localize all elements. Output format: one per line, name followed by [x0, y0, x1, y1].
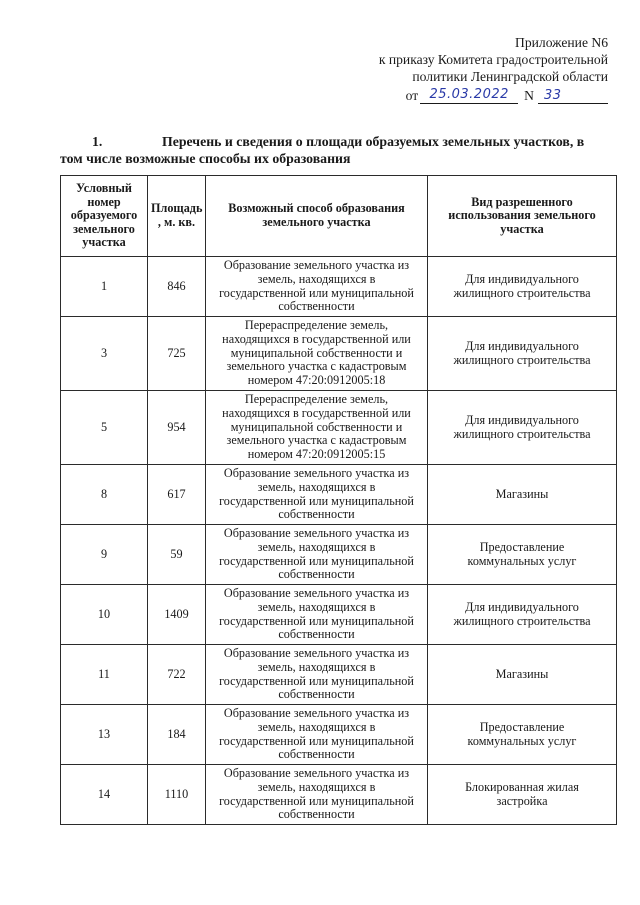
cell-area: 1110: [148, 765, 206, 825]
table-header-row: [61, 176, 617, 257]
cell-plot-number: 5: [61, 391, 148, 465]
text-line: Образование земельного участка из: [223, 585, 410, 600]
table-row: [61, 317, 617, 391]
text-line: Для индивидуального: [465, 599, 579, 614]
text-line: находящихся в государственной или: [222, 405, 411, 420]
text-line: , м. кв.: [157, 215, 196, 229]
table-row: [61, 585, 617, 645]
text-line: земель, находящихся в: [257, 539, 376, 554]
cell-area: 954: [148, 391, 206, 465]
text-line: собственности: [278, 627, 355, 642]
header-area: [148, 176, 206, 257]
cell-area: 59: [148, 525, 206, 585]
text-line: Образование земельного участка из: [223, 525, 410, 540]
cell-plot-number: 1: [61, 257, 148, 317]
order-date-handwritten: 25.03.2022: [420, 86, 518, 104]
section-title-line2: том числе возможные способы их образования: [60, 151, 351, 166]
cell-plot-number: 11: [61, 645, 148, 705]
text-line: Образование земельного участка из: [223, 465, 410, 480]
cell-area: 722: [148, 645, 206, 705]
section-heading: [60, 133, 615, 167]
text-line: земельного участка с кадастровым: [226, 359, 407, 374]
cell-formation-method: [206, 465, 428, 525]
text-line: собственности: [278, 299, 355, 314]
text-line: собственности: [278, 567, 355, 582]
section-title-line1: Перечень и сведения о площади образуемых земельных участков, в: [162, 134, 585, 149]
text-line: Условный: [76, 181, 132, 196]
text-line: жилищного строительства: [453, 352, 591, 367]
text-line: государственной или муниципальной: [219, 285, 414, 300]
cell-formation-method: [206, 765, 428, 825]
text-line: номером 47:20:0912005:15: [247, 447, 386, 462]
text-line: земель, находящихся в: [257, 271, 376, 286]
text-line: застройка: [496, 793, 548, 808]
cell-permitted-use: [428, 645, 617, 705]
cell-area: 617: [148, 465, 206, 525]
text-line: Блокированная жилая: [465, 779, 579, 794]
text-line: земель, находящихся в: [257, 599, 376, 614]
appendix-order-line: к приказу Комитета градостроительной: [378, 52, 608, 67]
table-row: [61, 465, 617, 525]
cell-plot-number: 10: [61, 585, 148, 645]
cell-formation-method: [206, 391, 428, 465]
cell-area: 184: [148, 705, 206, 765]
appendix-title: Приложение N6: [515, 35, 608, 50]
text-line: жилищного строительства: [453, 426, 591, 441]
text-line: собственности: [278, 507, 355, 522]
text-line: земельного участка: [262, 215, 371, 229]
table-row: [61, 391, 617, 465]
text-line: Вид разрешенного: [471, 194, 573, 209]
text-line: Для индивидуального: [465, 412, 579, 427]
cell-area: 725: [148, 317, 206, 391]
text-line: собственности: [278, 747, 355, 762]
cell-plot-number: 8: [61, 465, 148, 525]
header-permitted-use: [428, 176, 617, 257]
cell-plot-number: 9: [61, 525, 148, 585]
text-line: государственной или муниципальной: [219, 793, 414, 808]
appendix-header: [278, 34, 608, 104]
text-line: земельного: [73, 221, 135, 236]
text-line: образуемого: [70, 208, 138, 223]
table-row: [61, 765, 617, 825]
text-line: жилищного строительства: [453, 613, 591, 628]
text-line: земель, находящихся в: [257, 659, 376, 674]
cell-permitted-use: [428, 525, 617, 585]
cell-plot-number: 3: [61, 317, 148, 391]
text-line: государственной или муниципальной: [219, 673, 414, 688]
text-line: участка: [82, 235, 126, 250]
text-line: номер: [87, 194, 121, 209]
text-line: участка: [500, 221, 544, 236]
text-line: земель, находящихся в: [257, 479, 376, 494]
order-number-handwritten: 33: [538, 87, 608, 104]
text-line: государственной или муниципальной: [219, 733, 414, 748]
text-line: жилищного строительства: [453, 285, 591, 300]
cell-permitted-use: [428, 705, 617, 765]
order-date-line: [278, 86, 608, 104]
text-line: собственности: [278, 687, 355, 702]
cell-area: 846: [148, 257, 206, 317]
text-line: номером 47:20:0912005:18: [247, 373, 386, 388]
text-line: Перераспределение земель,: [244, 392, 389, 406]
text-line: Для индивидуального: [465, 338, 579, 353]
cell-permitted-use: [428, 317, 617, 391]
date-prefix: от: [405, 88, 419, 103]
text-line: Площадь: [151, 201, 203, 216]
cell-permitted-use: [428, 765, 617, 825]
text-line: земель, находящихся в: [257, 719, 376, 734]
text-line: коммунальных услуг: [467, 553, 577, 568]
header-formation-method: [206, 176, 428, 257]
text-line: государственной или муниципальной: [219, 613, 414, 628]
cell-plot-number: 14: [61, 765, 148, 825]
cell-formation-method: [206, 585, 428, 645]
table-row: [61, 257, 617, 317]
section-number: 1.: [92, 134, 103, 149]
text-line: государственной или муниципальной: [219, 493, 414, 508]
cell-formation-method: [206, 705, 428, 765]
text-line: государственной или муниципальной: [219, 553, 414, 568]
table-row: [61, 525, 617, 585]
cell-plot-number: 13: [61, 705, 148, 765]
text-line: муниципальной собственности и: [230, 419, 403, 434]
text-line: Возможный способ образования: [228, 201, 405, 216]
cell-permitted-use: [428, 257, 617, 317]
cell-formation-method: [206, 317, 428, 391]
text-line: Образование земельного участка из: [223, 705, 410, 720]
table-row: [61, 645, 617, 705]
text-line: земель, находящихся в: [257, 779, 376, 794]
land-plots-table: [60, 175, 617, 825]
header-plot-number: [61, 176, 148, 257]
cell-formation-method: [206, 645, 428, 705]
text-line: муниципальной собственности и: [230, 345, 403, 360]
text-line: Образование земельного участка из: [223, 765, 410, 780]
number-prefix: N: [524, 88, 534, 103]
text-line: земельного участка с кадастровым: [226, 433, 407, 448]
text-line: Образование земельного участка из: [223, 257, 410, 272]
cell-formation-method: [206, 525, 428, 585]
text-line: Предоставление: [479, 539, 565, 554]
cell-permitted-use: [428, 391, 617, 465]
text-line: Магазины: [495, 666, 549, 681]
cell-formation-method: [206, 257, 428, 317]
cell-permitted-use: [428, 465, 617, 525]
text-line: Образование земельного участка из: [223, 645, 410, 660]
cell-permitted-use: [428, 585, 617, 645]
cell-area: 1409: [148, 585, 206, 645]
text-line: коммунальных услуг: [467, 733, 577, 748]
text-line: Перераспределение земель,: [244, 318, 389, 332]
text-line: собственности: [278, 807, 355, 822]
table-row: [61, 705, 617, 765]
text-line: находящихся в государственной или: [222, 331, 411, 346]
text-line: Магазины: [495, 486, 549, 501]
text-line: Для индивидуального: [465, 271, 579, 286]
appendix-org-line: политики Ленинградской области: [412, 69, 608, 84]
text-line: использования земельного: [448, 208, 596, 223]
text-line: Предоставление: [479, 719, 565, 734]
